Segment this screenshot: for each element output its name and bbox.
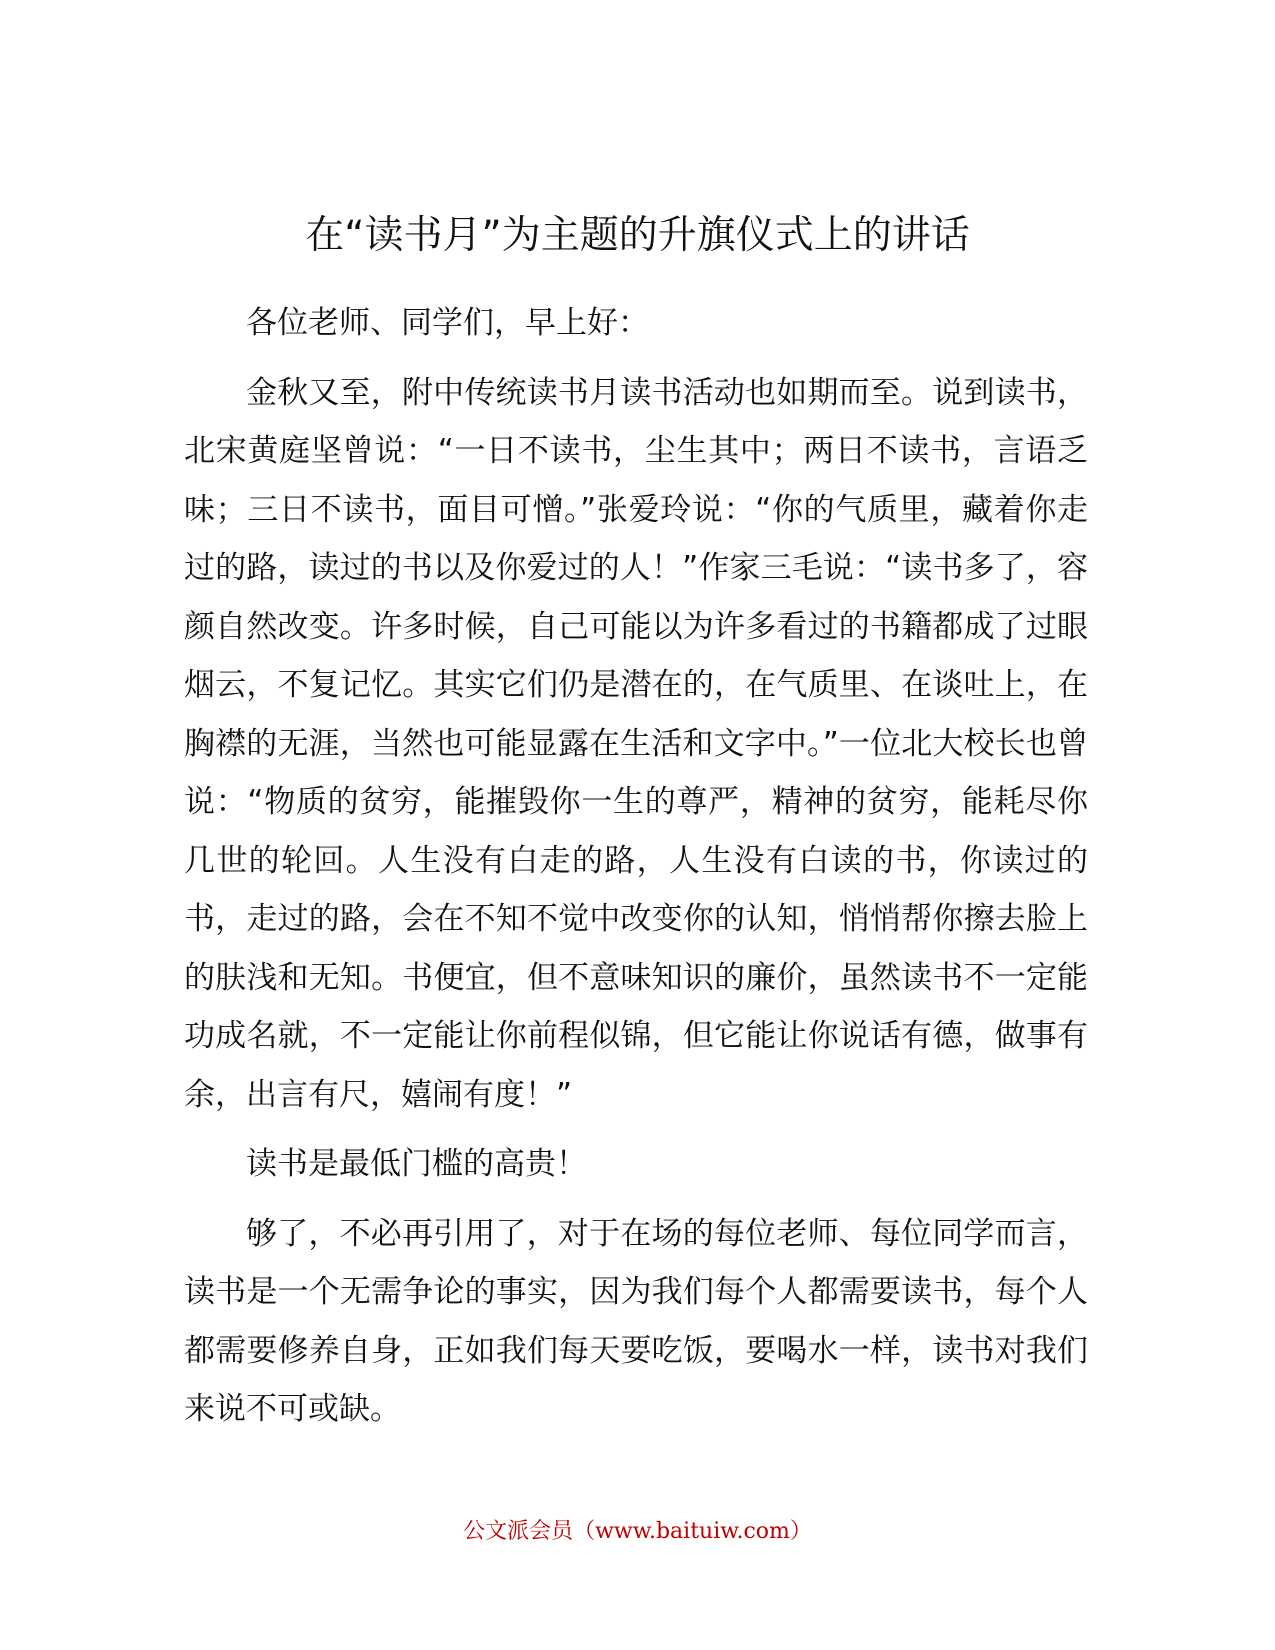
paragraph-statement: 读书是最低门槛的高贵！ bbox=[246, 1146, 587, 1182]
paragraph-conclusion: 够了，不必再引用了，对于在场的每位老师、每位同学而言，读书是一个无需争论的事实，因为我们每个人都需要读书，每个人都需要修养自身，正如我们每天要吃饭，要喝水一样，读书对我们来说不可或缺。 bbox=[184, 1215, 1088, 1427]
document-title: 在“读书月”为主题的升旗仪式上的讲话 bbox=[305, 213, 970, 258]
paragraph-quotes: 金秋又至，附中传统读书月读书活动也如期而至。说到读书，北宋黄庭坚曾说：“一日不读书，尘生其中；两日不读书，言语乏味；三日不读书，面目可憎。”张爱玲说：“你的气质里，藏着你走过的路，读过的书以及你爱过的人！”作家三毛说：“读书多了，容颜自然改变。许多时候，自己可能以为许多看过的书籍都成了过眼烟云，不复记忆。其实它们仍是潜在的，在气质里、在谈吐上，在胸襟的无涯，当然也可能显露在生活和文字中。”一位北大校长也曾说：“物质的贫穷，能摧毁你一生的尊严，精神的贫穷，能耗尽你几世的轮回。人生没有白走的路，人生没有白读的书，你读过的书，走过的路，会在不知不觉中改变你的认知，悄悄帮你擦去脸上的肤浅和无知。书便宜，但不意味知识的廉价，虽然读书不一定能功成名就，不一定能让你前程似锦，但它能让你说话有德，做事有余，出言有尺，嬉闹有度！” bbox=[184, 374, 1088, 1113]
paragraph-greeting: 各位老师、同学们，早上好： bbox=[246, 305, 649, 341]
footer-watermark: 公文派会员（www.baituiw.com） bbox=[463, 1519, 812, 1544]
document-body bbox=[184, 294, 1088, 1450]
